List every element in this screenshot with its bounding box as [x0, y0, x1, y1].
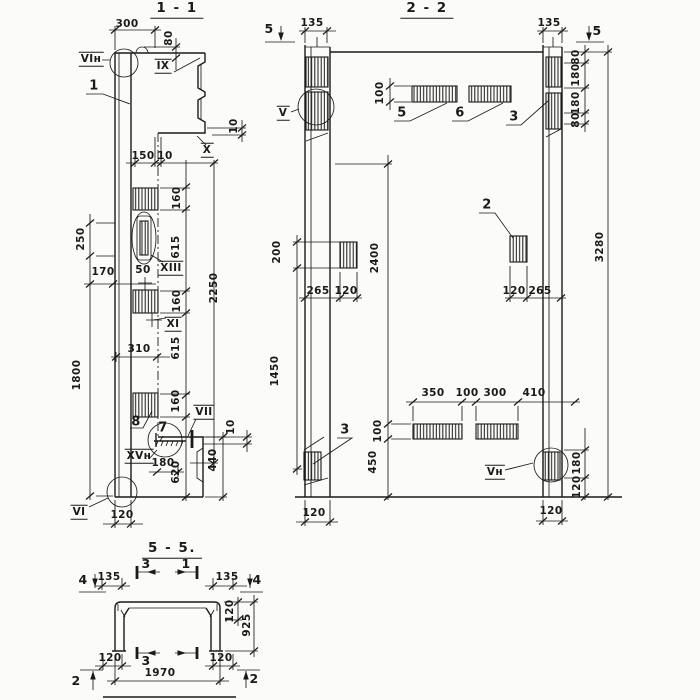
- dim-620: 620: [169, 460, 182, 484]
- dim-180-c: 180: [569, 91, 582, 115]
- dim-160-a: 160: [170, 186, 183, 210]
- dim-100-b: 100: [455, 386, 479, 399]
- mark-5-left: 5: [264, 20, 274, 36]
- dim-440: 440: [206, 448, 219, 472]
- dim-10-edge: 10: [157, 149, 173, 162]
- dim-250: 250: [74, 227, 87, 251]
- dim-925: 925: [240, 613, 253, 637]
- dim-120-i: 120: [209, 651, 233, 664]
- dim-180-b: 180: [569, 63, 582, 87]
- dim-135-d: 135: [215, 570, 239, 583]
- dim-10-step: 10: [224, 419, 237, 435]
- dim-135-b: 135: [537, 16, 561, 29]
- dim-160-b: 160: [170, 289, 183, 313]
- section-title-2-2: 2 - 2: [400, 2, 453, 19]
- dim-1970: 1970: [144, 666, 176, 679]
- dim-160-c: 160: [169, 389, 182, 413]
- ref-Vn: Vн: [486, 465, 504, 478]
- dim-120-c: 120: [502, 284, 526, 297]
- ref-XI: XI: [166, 317, 180, 330]
- dim-300: 300: [115, 17, 139, 30]
- dim-2400: 2400: [368, 242, 381, 274]
- dim-150: 150: [131, 149, 155, 162]
- dim-135-c: 135: [97, 570, 121, 583]
- dim-80: 80: [162, 30, 175, 46]
- dim-300-b: 300: [483, 386, 507, 399]
- ref-VIn-top: VIн: [80, 52, 102, 65]
- dim-135-a: 135: [300, 16, 324, 29]
- dim-10-top: 10: [227, 118, 240, 134]
- dim-1450: 1450: [268, 355, 281, 387]
- ref-X: X: [202, 143, 212, 156]
- dim-120-a: 120: [110, 508, 134, 521]
- mark-5-right: 5: [592, 22, 602, 38]
- part-3-a: 3: [509, 109, 519, 125]
- dim-100-a: 100: [373, 81, 386, 105]
- part-7: 7: [158, 420, 168, 436]
- dim-120-g: 120: [223, 599, 236, 623]
- ref-VII: VII: [195, 405, 213, 418]
- mark-4-left: 4: [78, 571, 88, 587]
- part-5: 5: [397, 105, 407, 121]
- part-8: 8: [131, 414, 141, 430]
- dim-410: 410: [522, 386, 546, 399]
- dim-615-a: 615: [169, 235, 182, 259]
- dim-120-b: 120: [334, 284, 358, 297]
- dim-200: 200: [270, 240, 283, 264]
- ref-XVn: XVн: [126, 449, 152, 462]
- dim-80-b: 80: [569, 112, 582, 128]
- part-3-b: 3: [340, 422, 350, 438]
- section-title-5-5: 5 - 5.: [142, 542, 202, 559]
- mark-2-left: 2: [71, 672, 81, 688]
- mark-2-right: 2: [249, 670, 259, 686]
- dim-265-b: 265: [528, 284, 552, 297]
- dim-310: 310: [127, 342, 151, 355]
- mark-1-top: 1: [181, 555, 191, 571]
- dim-2250: 2250: [207, 272, 220, 304]
- ref-IX: IX: [156, 59, 170, 72]
- dim-1800: 1800: [70, 359, 83, 391]
- ref-V: V: [278, 106, 288, 119]
- section-title-1-1: 1 - 1: [150, 2, 203, 19]
- dim-80-a: 80: [569, 49, 582, 65]
- mark-4-right: 4: [252, 571, 262, 587]
- ref-XIII: XIII: [160, 261, 182, 274]
- dim-615-b: 615: [169, 336, 182, 360]
- part-6: 6: [455, 105, 465, 121]
- dim-180-d: 180: [570, 451, 583, 475]
- dim-100-c: 100: [371, 419, 384, 443]
- dim-50: 50: [135, 263, 151, 276]
- part-1: 1: [89, 78, 99, 94]
- dim-3280: 3280: [593, 231, 606, 263]
- mark-3-bottom: 3: [141, 652, 151, 668]
- dim-265-a: 265: [306, 284, 330, 297]
- dim-120-d: 120: [570, 475, 583, 499]
- part-2: 2: [482, 197, 492, 213]
- dim-120-e: 120: [302, 506, 326, 519]
- dim-120-h: 120: [98, 651, 122, 664]
- dim-350: 350: [421, 386, 445, 399]
- dim-120-f: 120: [539, 504, 563, 517]
- ref-VI: VI: [72, 505, 86, 518]
- mark-3-top: 3: [141, 555, 151, 571]
- dim-450: 450: [366, 450, 379, 474]
- dim-180-a: 180: [151, 456, 175, 469]
- dim-170: 170: [91, 265, 115, 278]
